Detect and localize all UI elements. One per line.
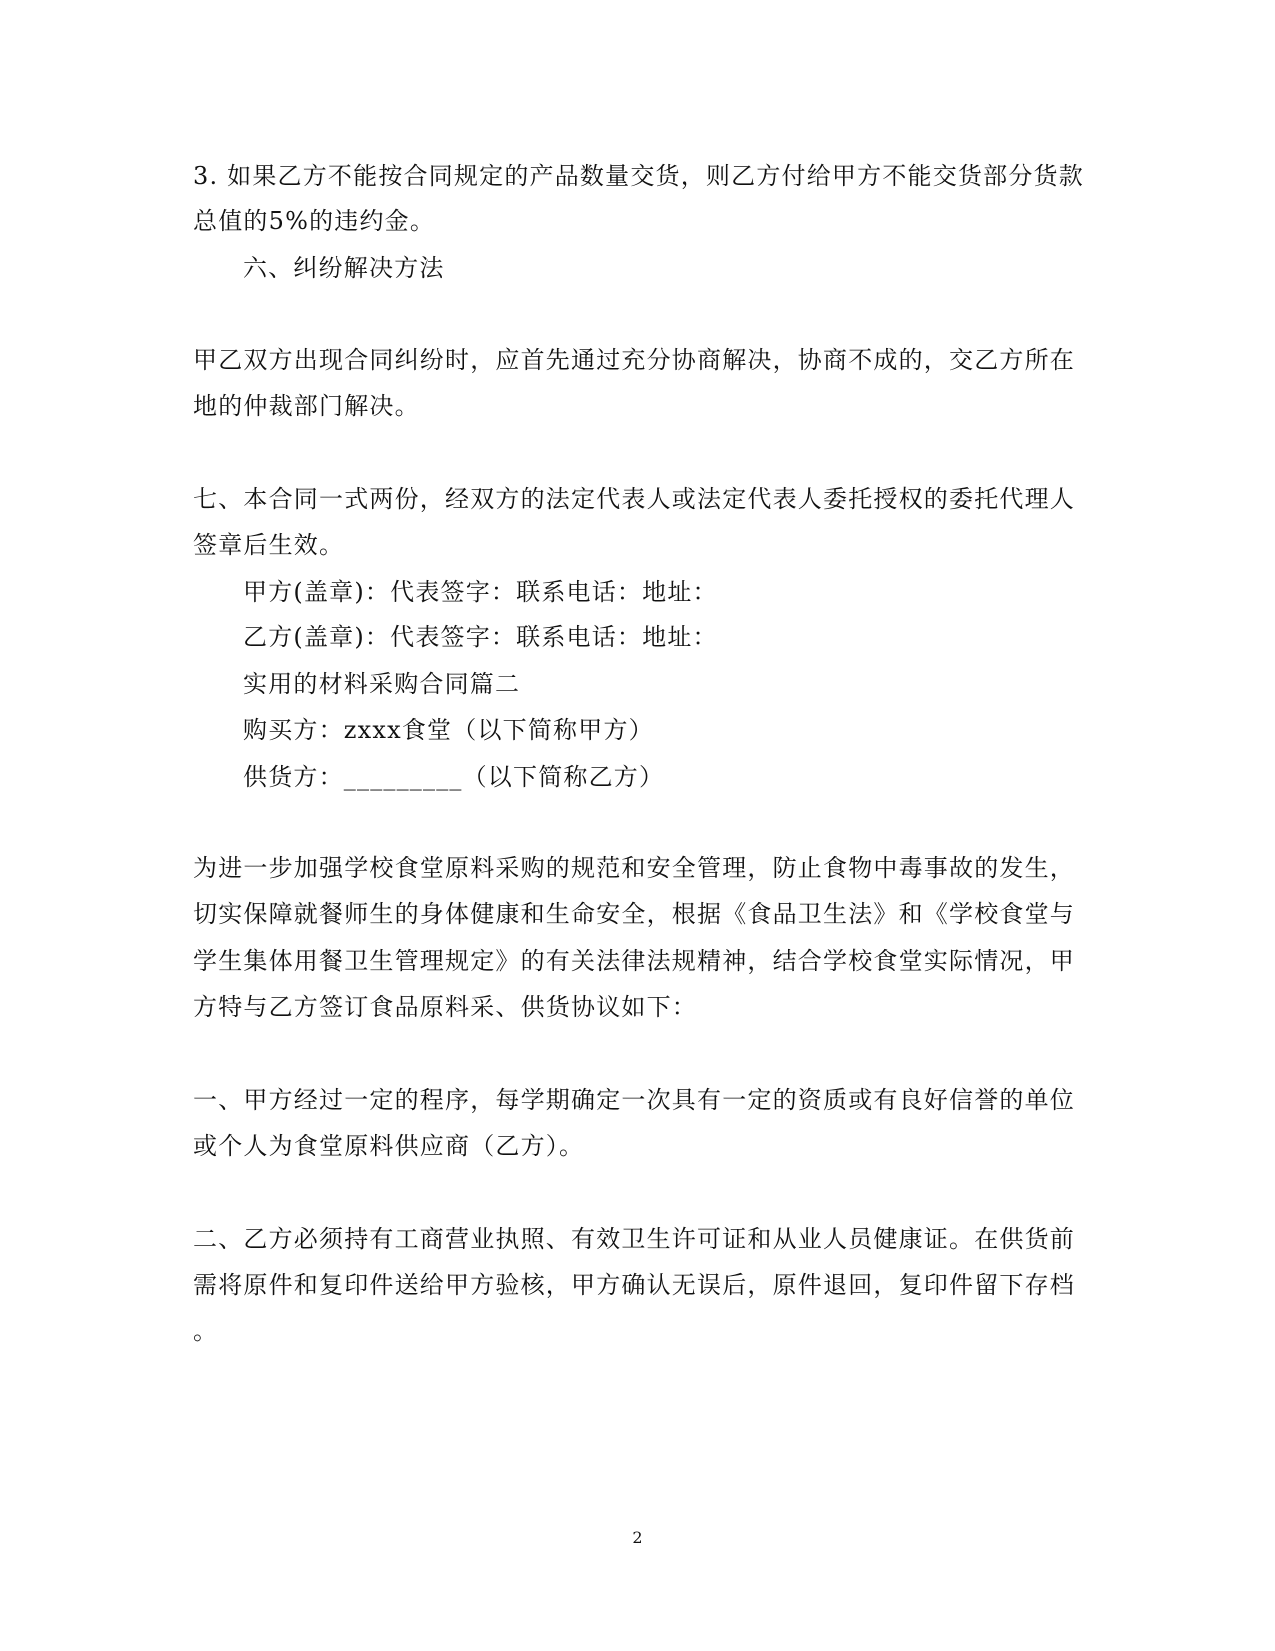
- text-line: 或个人为食堂原料供应商（乙方）。: [193, 1132, 585, 1160]
- contract-title: 实用的材料采购合同篇二: [243, 670, 521, 698]
- text-line: 总值的5%的违约金。: [193, 207, 436, 235]
- text-line: 为进一步加强学校食堂原料采购的规范和安全管理，防止食物中毒事故的发生，: [193, 854, 1075, 882]
- text-line: 。: [193, 1317, 219, 1345]
- text-line: 二、乙方必须持有工商营业执照、有效卫生许可证和从业人员健康证。在供货前: [193, 1225, 1075, 1253]
- text-line: 3. 如果乙方不能按合同规定的产品数量交货，则乙方付给甲方不能交货部分货款: [193, 162, 1084, 190]
- page-number: 2: [632, 1528, 643, 1547]
- text-line: 签章后生效。: [193, 531, 345, 559]
- text-line: 学生集体用餐卫生管理规定》的有关法律法规精神，结合学校食堂实际情况，甲: [193, 947, 1075, 975]
- section-heading: 六、纠纷解决方法: [243, 254, 445, 282]
- signature-line-party-b: 乙方(盖章)：代表签字：联系电话：地址：: [243, 623, 718, 651]
- signature-line-party-a: 甲方(盖章)：代表签字：联系电话：地址：: [243, 578, 718, 606]
- text-line: 地的仲裁部门解决。: [193, 392, 420, 420]
- text-line: 七、本合同一式两份，经双方的法定代表人或法定代表人委托授权的委托代理人: [193, 485, 1075, 513]
- buyer-line: 购买方：zxxx食堂（以下简称甲方）: [243, 716, 654, 744]
- text-line: 需将原件和复印件送给甲方验核，甲方确认无误后，原件退回，复印件留下存档: [193, 1271, 1075, 1299]
- text-line: 一、甲方经过一定的程序，每学期确定一次具有一定的资质或有良好信誉的单位: [193, 1086, 1075, 1114]
- text-line: 甲乙双方出现合同纠纷时，应首先通过充分协商解决，协商不成的，交乙方所在: [193, 346, 1075, 374]
- text-line: 切实保障就餐师生的身体健康和生命安全，根据《食品卫生法》和《学校食堂与: [193, 900, 1075, 928]
- text-line: 方特与乙方签订食品原料采、供货协议如下：: [193, 993, 697, 1021]
- supplier-line: 供货方：_________（以下简称乙方）: [243, 763, 665, 791]
